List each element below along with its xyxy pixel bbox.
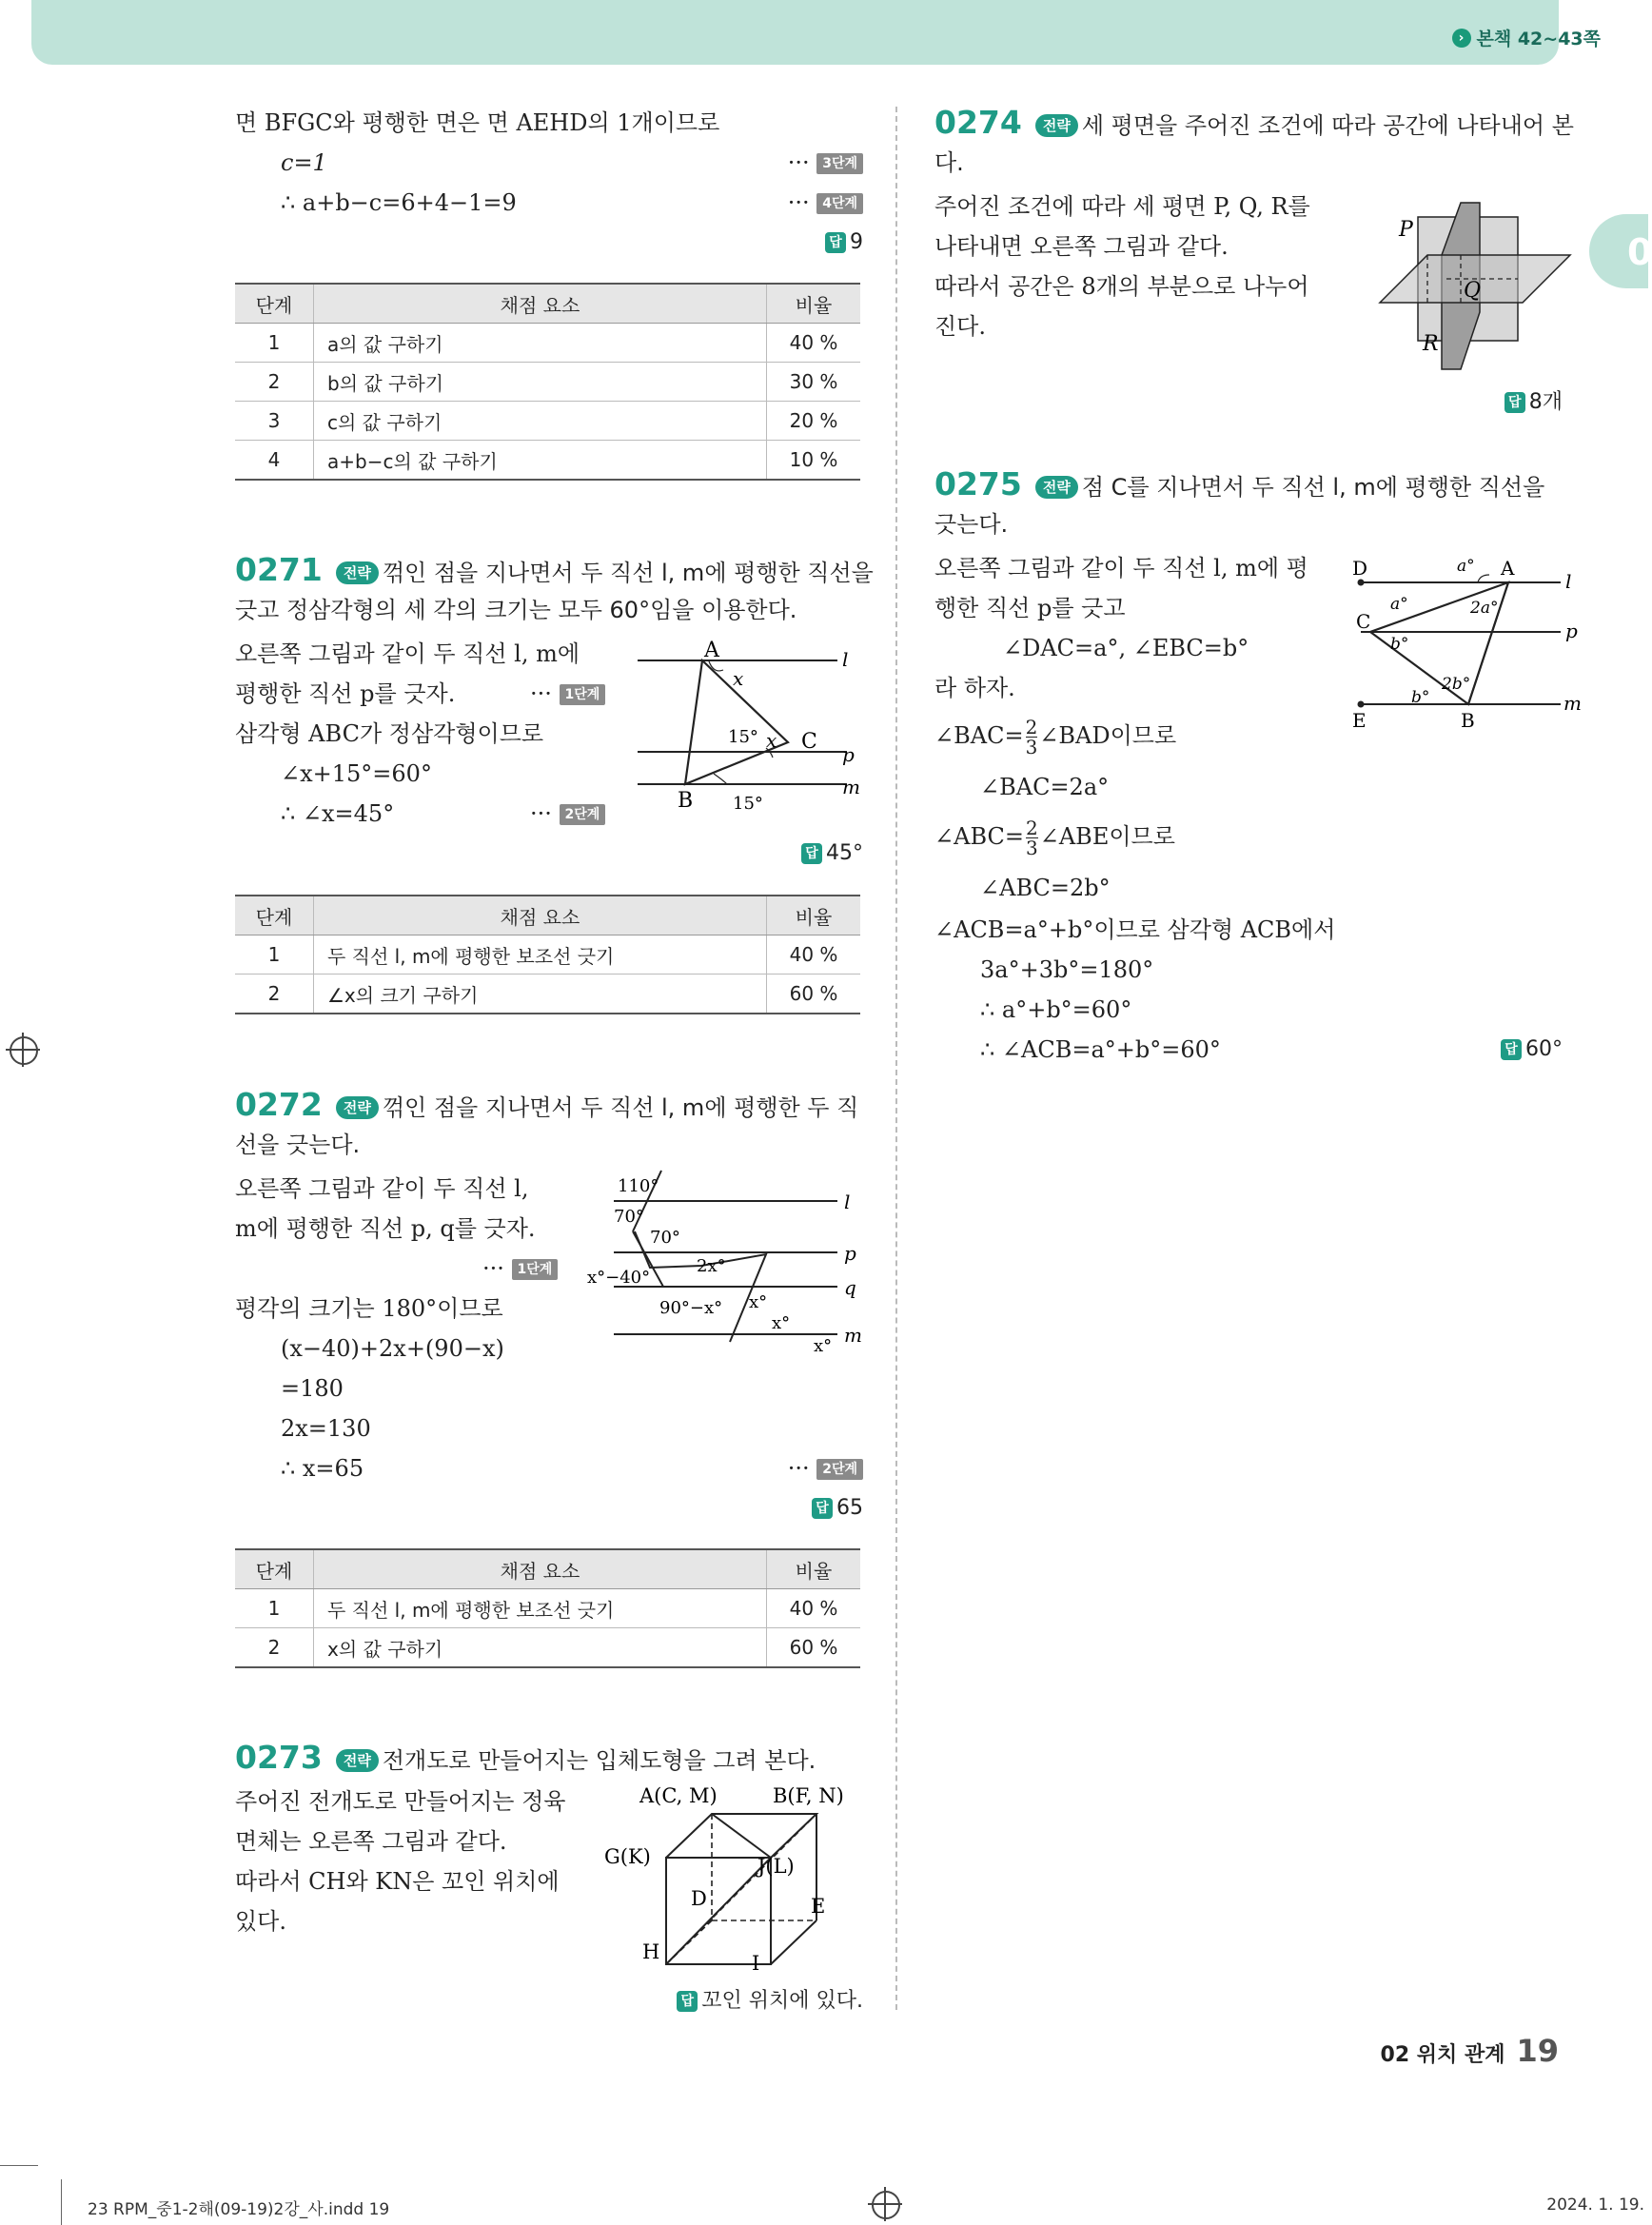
svg-text:90°−x°: 90°−x° xyxy=(659,1298,723,1318)
svg-text:I: I xyxy=(752,1952,760,1975)
stage-marker: ··· 1단계 xyxy=(482,1249,558,1289)
strategy-badge: 전략 xyxy=(336,1096,379,1119)
svg-text:E: E xyxy=(811,1895,826,1918)
file-info: 23 RPM_중1-2해(09-19)2강_사.indd 19 xyxy=(88,2200,390,2219)
svg-text:m: m xyxy=(1564,692,1582,715)
page-number: 19 xyxy=(1516,2033,1559,2069)
svg-text:A(C, M): A(C, M) xyxy=(639,1784,718,1807)
svg-text:l: l xyxy=(1565,570,1572,593)
scoring-table-2: 단계 채점 요소 비율 1 두 직선 l, m에 평행한 보조선 긋기 40 % 2 ∠x의 크기 구하기 60 % xyxy=(235,895,860,1014)
answer: 답 65 xyxy=(812,1488,863,1528)
svg-text:C: C xyxy=(1356,610,1371,633)
stage-marker: ··· 4단계 xyxy=(788,183,863,223)
svg-text:p: p xyxy=(1565,620,1578,642)
table-row: 1 a의 값 구하기 40 % xyxy=(235,324,860,363)
answer: 답 8개 xyxy=(1504,383,1563,423)
answer: 답 꼬인 위치에 있다. xyxy=(677,1981,863,2021)
svg-text:q: q xyxy=(844,1276,856,1299)
problem-number: 0272 xyxy=(235,1086,323,1123)
svg-text:110°: 110° xyxy=(618,1176,659,1196)
svg-text:B(F, N): B(F, N) xyxy=(773,1784,844,1807)
column-divider xyxy=(895,107,897,2010)
problem-number: 0271 xyxy=(235,551,323,588)
svg-text:a°: a° xyxy=(1457,557,1475,576)
svg-text:x: x xyxy=(766,729,777,752)
chapter-side-tab: 0 xyxy=(1589,214,1648,288)
figure-0273-cube xyxy=(600,1780,866,1979)
svg-text:A: A xyxy=(704,639,719,662)
svg-text:l: l xyxy=(842,648,849,671)
svg-text:D: D xyxy=(1352,557,1368,580)
answer: 답 60° xyxy=(1501,1030,1563,1070)
chapter-footer: 02 위치 관계 19 xyxy=(1380,2033,1559,2069)
problem-0273: 0273 전략 전개도로 만들어지는 입체도형을 그려 본다. 주어진 전개도로 만들어지는 정육 면체는 오른쪽 그림과 같다. 따라서 CH와 KN은 꼬인 위치에 있다. 답 꼬인 위치에 있다. xyxy=(235,0,863,2046)
svg-text:B: B xyxy=(678,789,694,813)
svg-text:D: D xyxy=(691,1887,707,1910)
stage-marker: ··· 2단계 xyxy=(788,1448,863,1488)
answer-badge: 답 xyxy=(812,1498,833,1519)
figure-0275 xyxy=(1337,552,1584,742)
svg-text:b°: b° xyxy=(1390,635,1409,654)
svg-text:m: m xyxy=(842,776,860,798)
problem-number: 0273 xyxy=(235,1739,323,1776)
problem-0274: 0274 전략 세 평면을 주어진 조건에 따라 공간에 나타내어 본 다. 주어진 조건에 따라 세 평면 P, Q, R를 나타내면 오른쪽 그림과 같다. 따라서 공간은 8개의 부분으로 나누어 진다. 답 8개 xyxy=(934,0,1563,476)
strategy-badge: 전략 xyxy=(336,561,379,584)
answer: 답 9 xyxy=(825,223,863,263)
strategy-badge: 전략 xyxy=(336,1749,379,1772)
table-row: 4 a+b−c의 값 구하기 10 % xyxy=(235,441,860,481)
scoring-table-1: 단계 채점 요소 비율 1 a의 값 구하기 40 % 2 b의 값 구하기 30 % 3 c의 값 구하기 20 % 4 a+b−c의 값 구하기 10 % xyxy=(235,283,860,481)
svg-text:R: R xyxy=(1423,332,1439,356)
table-row: 1 두 직선 l, m에 평행한 보조선 긋기 40 % xyxy=(235,935,860,975)
svg-text:J(L): J(L) xyxy=(757,1855,795,1878)
svg-text:x°: x° xyxy=(814,1336,833,1356)
stage-marker: ··· 3단계 xyxy=(788,143,863,183)
table-row: 2 x의 값 구하기 60 % xyxy=(235,1628,860,1668)
registration-mark-icon xyxy=(10,1036,38,1065)
answer-badge: 답 xyxy=(1504,392,1525,413)
registration-mark-icon xyxy=(872,2191,900,2219)
table-row: 1 두 직선 l, m에 평행한 보조선 긋기 40 % xyxy=(235,1589,860,1628)
book-reference: › 본책 42~43쪽 xyxy=(1452,25,1601,50)
trim-mark xyxy=(61,2179,62,2225)
svg-text:2x°: 2x° xyxy=(697,1256,726,1276)
answer-badge: 답 xyxy=(825,232,846,253)
trim-mark xyxy=(0,2165,38,2166)
chevron-right-icon: › xyxy=(1452,29,1471,48)
svg-text:A: A xyxy=(1501,557,1515,580)
table-row: 2 ∠x의 크기 구하기 60 % xyxy=(235,975,860,1014)
svg-text:a°: a° xyxy=(1390,595,1408,614)
svg-text:70°: 70° xyxy=(650,1228,680,1248)
scoring-table-3: 단계 채점 요소 비율 1 두 직선 l, m에 평행한 보조선 긋기 40 % 2 x의 값 구하기 60 % xyxy=(235,1548,860,1668)
table-row: 3 c의 값 구하기 20 % xyxy=(235,402,860,441)
problem-0271: 0271 전략 꺾인 점을 지나면서 두 직선 l, m에 평행한 직선을 긋고 정삼각형의 세 각의 크기는 모두 60°임을 이용한다. 오른쪽 그림과 같이 두 직선 l, m에 평행한 직선 p를 긋자. ··· 1단계 삼각형 ABC가 정삼각형이므로 ∠x+15°=60° ∴ ∠x=45° ··· 2단계 답 45° xyxy=(235,0,863,1047)
print-date: 2024. 1. 19. xyxy=(1546,2195,1644,2215)
answer-badge: 답 xyxy=(1501,1039,1522,1060)
stage-marker: ··· 2단계 xyxy=(530,794,605,834)
answer-badge: 답 xyxy=(677,1991,698,2012)
svg-text:2b°: 2b° xyxy=(1442,675,1471,694)
svg-text:15°: 15° xyxy=(733,794,763,814)
text-line: ∴ a+b−c=6+4−1=9 xyxy=(281,189,517,216)
svg-text:x°: x° xyxy=(772,1313,791,1333)
text-line: 면 BFGC와 평행한 면은 면 AEHD의 1개이므로 xyxy=(235,109,720,136)
svg-text:H: H xyxy=(642,1940,660,1963)
svg-text:l: l xyxy=(844,1191,851,1213)
strategy-badge: 전략 xyxy=(1035,476,1078,499)
table-row: 2 b의 값 구하기 30 % xyxy=(235,363,860,402)
svg-text:b°: b° xyxy=(1411,688,1430,707)
svg-text:x°: x° xyxy=(749,1292,768,1312)
svg-text:m: m xyxy=(844,1324,862,1347)
problem-number: 0274 xyxy=(934,104,1022,141)
strategy-badge: 전략 xyxy=(1035,114,1078,137)
stage-marker: ··· 1단계 xyxy=(530,674,605,714)
text-line: c=1 xyxy=(281,149,327,176)
svg-text:p: p xyxy=(844,1242,856,1265)
svg-text:B: B xyxy=(1461,709,1475,732)
svg-text:x°−40°: x°−40° xyxy=(587,1268,651,1288)
svg-text:2a°: 2a° xyxy=(1470,599,1499,618)
answer: 답 45° xyxy=(801,834,863,874)
svg-text:P: P xyxy=(1399,218,1413,242)
svg-text:E: E xyxy=(1352,709,1367,732)
svg-text:p: p xyxy=(842,743,855,766)
problem-number: 0275 xyxy=(934,465,1022,502)
svg-text:G(K): G(K) xyxy=(604,1845,651,1868)
svg-text:Q: Q xyxy=(1464,279,1482,303)
svg-text:x: x xyxy=(733,667,744,690)
svg-text:C: C xyxy=(801,730,817,754)
svg-text:15°: 15° xyxy=(728,727,758,747)
answer-badge: 답 xyxy=(801,843,822,864)
problem-0272: 0272 전략 꺾인 점을 지나면서 두 직선 l, m에 평행한 두 직 선을 긋는다. 오른쪽 그림과 같이 두 직선 l, m에 평행한 직선 p, q를 긋자. ··· 1단계 평각의 크기는 180°이므로 (x−40)+2x+(90−x) =180 2x=130 ∴ x=65 ··· 2단계 답 65 xyxy=(235,0,863,1618)
svg-text:70°: 70° xyxy=(614,1207,644,1227)
problem-0275: 0275 전략 점 C를 지나면서 두 직선 l, m에 평행한 직선을 긋는다. 오른쪽 그림과 같이 두 직선 l, m에 평 행한 직선 p를 긋고 ∠DAC=a°, ∠EBC=b° 라 하자. ∠BAC= $\frac{2}{3}$ ∠BAD이므로 ∠BAC=2a° ∠ABC= $\frac{2}{3}$ ∠ABE이므로 ∠ABC=2b° ∠ACB=a°+b°이므로 삼각형 ACB에서 3a°+3b°=180° ∴ a°+b°=60° ∴ ∠ACB=a°+b°=60° 답 60° xyxy=(934,0,1563,1142)
